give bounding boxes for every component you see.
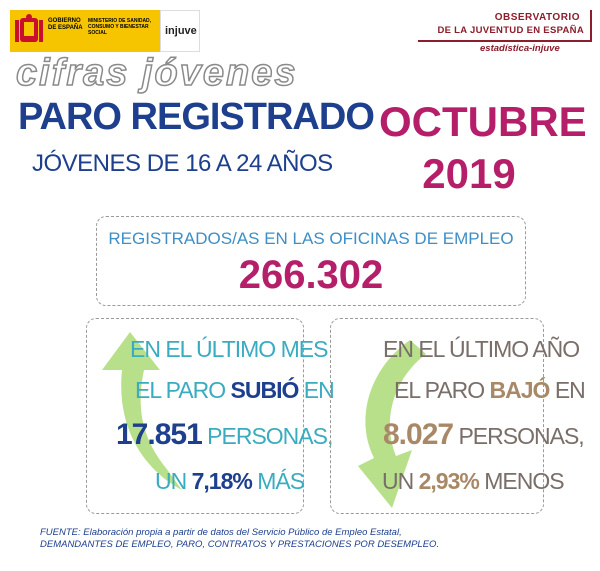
last-year-percent: 2,93%	[418, 468, 479, 494]
last-year-count-suffix: PERSONAS,	[453, 423, 584, 449]
source-line1: FUENTE: Elaboración propia a partir de datos del Servicio Público de Empleo Estatal,	[40, 527, 402, 538]
ministry-label: MINISTERIO DE SANIDAD, CONSUMO Y BIENESTAR SOCIAL	[88, 18, 152, 36]
last-year-line3	[383, 418, 584, 452]
last-month-suffix: EN	[298, 377, 334, 403]
injuve-logo	[160, 10, 200, 52]
last-month-line3	[116, 418, 332, 452]
last-month-percent: 7,18%	[191, 468, 252, 494]
last-year-suffix: EN	[549, 377, 585, 403]
subtitle: JÓVENES DE 16 A 24 AÑOS	[32, 150, 333, 177]
month-label: OCTUBRE	[379, 98, 587, 145]
last-year-line1: EN EL ÚLTIMO AÑO	[383, 336, 580, 362]
last-month-prefix: EL PARO	[135, 377, 231, 403]
last-year-count: 8.027	[383, 418, 454, 451]
last-month-more: MÁS	[251, 468, 305, 494]
last-year-prefix: EL PARO	[394, 377, 490, 403]
last-month-line1: EN EL ÚLTIMO MES	[130, 336, 328, 362]
government-label: GOBIERNO DE ESPAÑA	[48, 18, 83, 31]
main-title: PARO REGISTRADO	[18, 96, 374, 138]
last-month-line4	[155, 468, 304, 495]
registered-value: 266.302	[238, 253, 384, 297]
registered-label: REGISTRADOS/AS EN LAS OFICINAS DE EMPLEO	[108, 229, 514, 248]
last-month-count-suffix: PERSONAS,	[201, 423, 333, 449]
last-year-verb: BAJÓ	[489, 377, 550, 403]
source-line2: DEMANDANTES DE EMPLEO, PARO, CONTRATOS Y PRESTACIONES POR DESEMPLEO.	[40, 539, 440, 550]
last-month-un: UN	[155, 468, 192, 494]
government-logo	[10, 10, 200, 52]
observatory-logo	[418, 10, 592, 42]
last-month-line2	[135, 377, 334, 404]
last-year-less: MENOS	[478, 468, 564, 494]
year-label: 2019	[422, 150, 516, 197]
last-year-line4	[382, 468, 564, 495]
last-year-line2	[394, 377, 585, 404]
injuve-label: injuve	[165, 25, 197, 37]
last-month-verb: SUBIÓ	[230, 377, 299, 403]
source-note	[40, 527, 560, 551]
series-title: cifras jóvenes	[16, 52, 298, 94]
observatory-tag: estadística-injuve	[480, 43, 560, 54]
coat-of-arms-icon	[14, 14, 44, 48]
last-month-count: 17.851	[116, 418, 202, 451]
observatory-line2: DE LA JUVENTUD EN ESPAÑA	[437, 25, 584, 36]
last-year-un: UN	[382, 468, 419, 494]
observatory-line1: OBSERVATORIO	[494, 12, 580, 23]
